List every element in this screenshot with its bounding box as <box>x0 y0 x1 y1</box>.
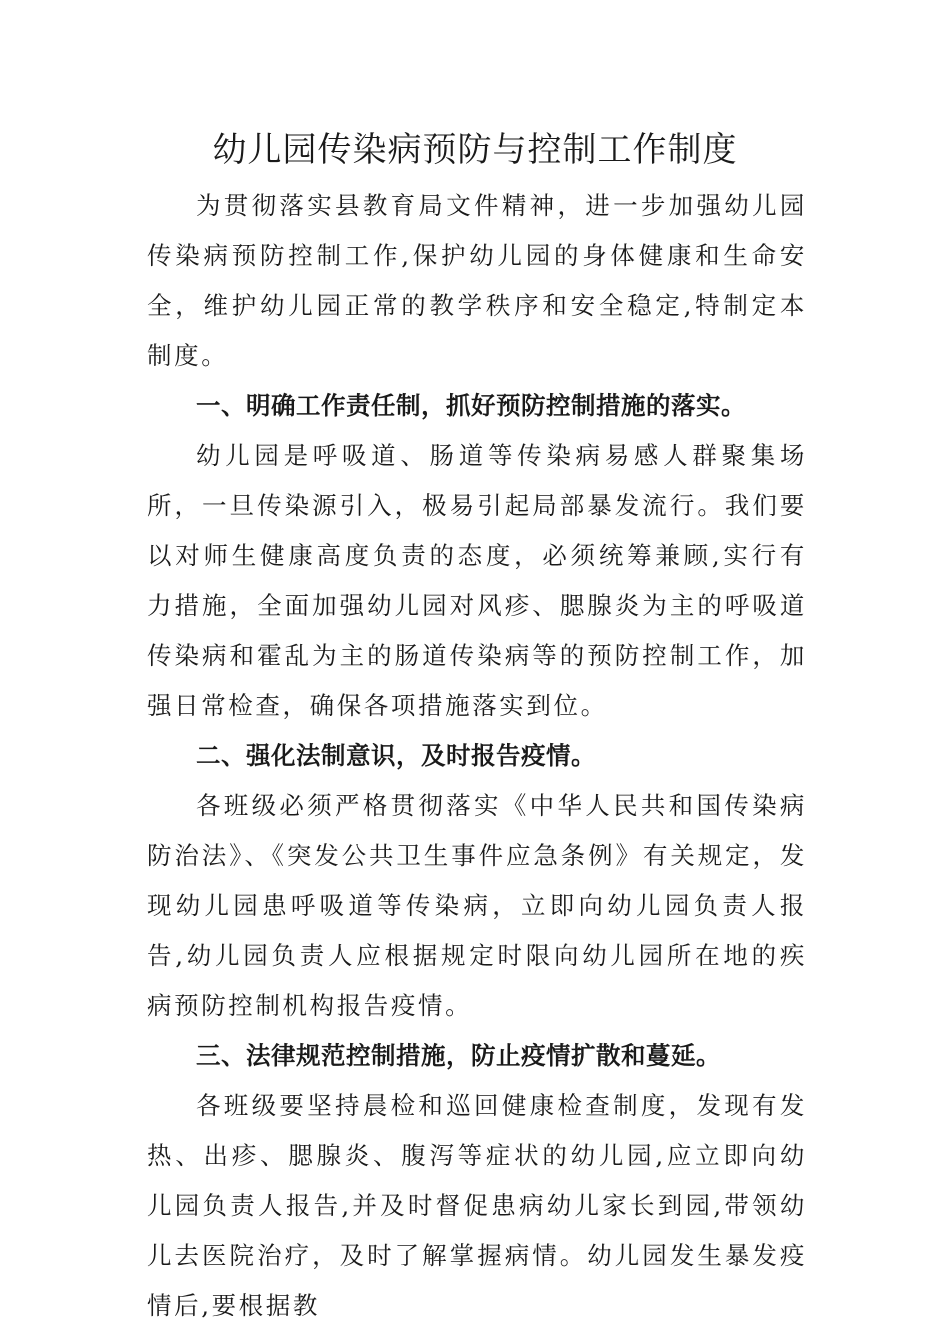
section-2-heading: 二、强化法制意识，及时报告疫情。 <box>196 741 596 770</box>
section-1-heading: 一、明确工作责任制，抓好预防控制措施的落实。 <box>196 391 746 420</box>
section-2-body: 各班级必须严格贯彻落实《中华人民共和国传染病防治法》、《突发公共卫生事件应急条例》有关规定，发现幼儿园患呼吸道等传染病，立即向幼儿园负责人报告,幼儿园负责人应根据规定时限向幼儿园所在地的疾病预防控制机构报告疫情。 <box>147 791 807 1020</box>
document-body <box>147 181 807 1331</box>
section-3-heading: 三、法律规范控制措施，防止疫情扩散和蔓延。 <box>196 1041 721 1070</box>
section-3-body: 各班级要坚持晨检和巡回健康检查制度，发现有发热、出疹、腮腺炎、腹泻等症状的幼儿园,应立即向幼儿园负责人报告,并及时督促患病幼儿家长到园,带领幼儿去医院治疗，及时了解掌握病情。幼儿园发生暴发疫情后,要根据教 <box>147 1091 807 1320</box>
section-1-body: 幼儿园是呼吸道、肠道等传染病易感人群聚集场所，一旦传染源引入，极易引起局部暴发流行。我们要以对师生健康高度负责的态度，必须统筹兼顾,实行有力措施，全面加强幼儿园对风疹、腮腺炎为主的呼吸道传染病和霍乱为主的肠道传染病等的预防控制工作，加强日常检查，确保各项措施落实到位。 <box>147 441 807 720</box>
document-title: 幼儿园传染病预防与控制工作制度 <box>212 130 738 170</box>
intro-paragraph: 为贯彻落实县教育局文件精神，进一步加强幼儿园传染病预防控制工作,保护幼儿园的身体健康和生命安全，维护幼儿园正常的教学秩序和安全稳定,特制定本制度。 <box>147 191 807 370</box>
